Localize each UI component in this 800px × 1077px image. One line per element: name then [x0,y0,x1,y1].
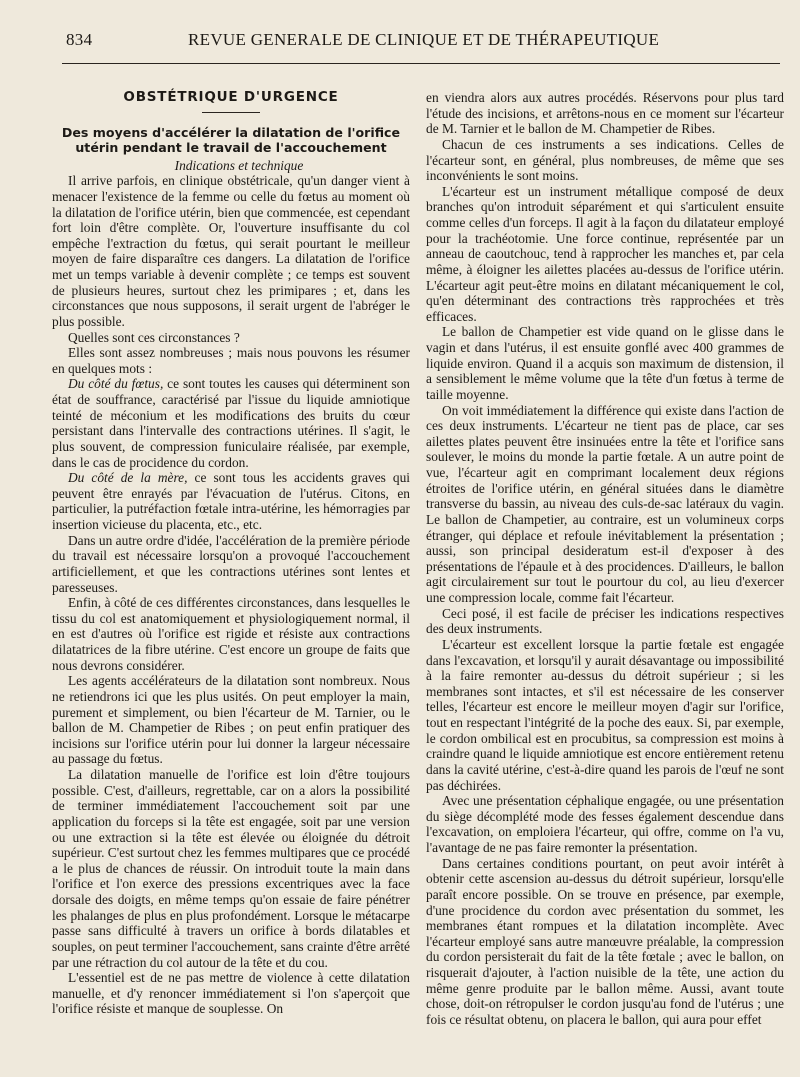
paragraph: Enfin, à côté de ces différentes circonstances, dans lesquelles le tissu du col est anatomiquement et physiologiquement normal, il en est d'autres où l'orifice est rigide et résiste aux contractions dilatatrices de la fibre utérine. C'est encore un groupe de faits que nous devrons considérer. [52,595,410,673]
paragraph: Chacun de ces instruments a ses indications. Celles de l'écarteur sont, en général, plus nombreuses, de même que ses inconvénients le sont moins. [426,136,784,184]
section-rule [202,112,260,113]
paragraph: La dilatation manuelle de l'orifice est loin d'être toujours possible. C'est, d'ailleurs, regrettable, car on a alors la possibilité de terminer immédiatement l'accouchement soit par une application du forceps si la tête est engagée, soit par une version ou une extraction si la tête est élevée ou éloignée du détroit supérieur. C'est surtout chez les femmes multipares que ce procédé a le plus de chances de réussir. On introduit toute la main dans l'orifice et l'on exerce des pressions excentriques avec la face dorsale des doigts, en même temps qu'on essaie de faire pénétrer les phalanges de plus en plus profondément. Lorsque le métacarpe passe sans difficulté à travers un orifice à bords dilatables et souples, on peut terminer l'accouchement, sans crainte d'être arrêté par une rétraction du col autour de la tête et du cou. [52,767,410,970]
header-rule [62,63,780,64]
paragraph-body: ce sont toutes les causes qui déterminent son état de souffrance, caractérisé par l'issue du liquide amniotique teinté de méconium et les modifications des bruits du cœur persistant dans l'intervalle des contractions utérines. Il s'agit, le plus souvent, de compression funiculaire réalisée, par exemple, dans le cas de procidence du cordon. [52,376,410,470]
paragraph: Elles sont assez nombreuses ; mais nous pouvons les résumer en quelques mots : [52,345,410,376]
section-title: OBSTÉTRIQUE D'URGENCE [123,89,339,105]
paragraph: Dans un autre ordre d'idée, l'accélération de la première période du travail est nécessaire lorsqu'on a provoqué l'accouchement artificiellement, et que les contractions utérines sont lentes et paresseuses. [52,532,410,595]
paragraph: Il arrive parfois, en clinique obstétricale, qu'un danger vient à menacer l'existence de la femme ou celle du fœtus au moment où la dilatation de l'orifice utérin, bien que commencée, est cependant fort loin d'être complète. Or, l'ouverture insuffisante du col empêche l'extraction du fœtus, qui serait pourtant le meilleur moyen de faire disparaître ces dangers. La dilatation de l'orifice met un temps variable à devenir complète ; ce temps est souvent de plusieurs heures, surtout chez les primipares ; et, dans les circonstances que nous supposons, il serait urgent de l'abréger le plus possible. [52,173,410,329]
page-header [62,30,780,56]
paragraph: L'écarteur est excellent lorsque la partie fœtale est engagée dans l'excavation, et lorsqu'il y aurait désavantage ou impossibilité à la faire remonter au-dessus du détroit supérieur ; si les membranes sont intactes, et s'il est nécessaire de les conserver telles, l'écarteur est encore le meilleur moyen d'agir sur l'orifice, tout en respectant l'intégrité de la poche des eaux. Si, par exemple, le cordon ombilical est en procubitus, sa compression est moins à craindre quand le liquide amniotique est encore entièrement retenu dans la cavité utérine, c'est-à-dire quand les parois de l'œuf ne sont pas déchirées. [426,636,784,793]
paragraph [52,376,410,470]
paragraph: On voit immédiatement la différence qui existe dans l'action de ces deux instruments. L'écarteur ne tient pas de place, car ses ailettes plates peuvent être insinuées entre la tête et l'orifice sans soulever, le moins du monde la partie fœtale. A un autre point de vue, l'écarteur agit en comprimant localement deux régions étroites de l'orifice utérin, en général situées dans le diamètre transverse du bassin, au niveau des culs-de-sac latéraux du vagin. Le ballon de Champetier, au contraire, est un volumineux corps étranger, qui déplace et refoule inévitablement la présentation ; aussi, son principal desideratum est-il d'exposer à des présentations de l'épaule et à des procidences. D'ailleurs, le ballon agit circulairement sur tout le pourtour du col, au lieu d'exercer une compression locale, comme fait l'écarteur. [426,402,784,605]
paragraph-body: ce sont tous les accidents graves qui peuvent être enrayés par l'évacuation de l'utérus. Citons, en particulier, la putréfaction fœtale intra-utérine, les hémorragies par insertion vicieuse du placenta, etc., etc. [52,470,410,532]
paragraph: Ceci posé, il est facile de préciser les indications respectives des deux instruments. [426,605,784,637]
running-title: REVUE GENERALE DE CLINIQUE ET DE THÉRAPEUTIQUE [188,30,660,49]
left-column [52,82,410,1059]
paragraph: L'essentiel est de ne pas mettre de violence à cette dilatation manuelle, et d'y renoncer immédiatement si l'on s'aperçoit que l'orifice résiste et manque de souplesse. On [52,970,410,1017]
paragraph: Dans certaines conditions pourtant, on peut avoir intérêt à obtenir cette ascension au-dessus du détroit supérieur, lorsqu'elle paraît encore possible. On se trouve en présence, par exemple, d'une procidence du cordon avec présentation du sommet, les membranes étant rompues et la dilatation incomplète. Avec l'écarteur employé sans autre manœuvre préalable, la compression du cordon persisterait du fait de la tête fœtale ; avec le ballon, on risquerait d'ajouter, à l'action nuisible de la tête, une action du même genre produite par le ballon même. Aussi, avant toute chose, doit-on rétropulser le cordon jusqu'au fond de l'utérus ; une fois ce résultat obtenu, on placera le ballon, qui aura pour effet [426,855,784,1027]
paragraph: en viendra alors aux autres procédés. Réservons pour plus tard l'étude des incisions, et arrêtons-nous en ce moment sur l'écarteur de M. Tarnier et le ballon de M. Champetier de Ribes. [426,90,784,137]
page-number: 834 [66,30,93,49]
paragraph: Le ballon de Champetier est vide quand on le glisse dans le vagin et dans l'utérus, il est ensuite gonflé avec 400 grammes de liquide environ. Quand il a acquis son maximum de distension, il a sensiblement le même volume que la tête d'un fœtus à terme de taille moyenne. [426,324,784,402]
paragraph: Avec une présentation céphalique engagée, ou une présentation du siège décomplété mode des fesses également descendue dans l'excavation, on emploiera l'écarteur, qui offre, comme on l'a vu, l'avantage de ne pas faire remonter la présentation. [426,793,784,855]
article-subtitle: Indications et technique [174,157,304,173]
paragraph: L'écarteur est un instrument métallique composé de deux branches qu'on introduit séparément et qui s'articulent ensuite comme celles d'un forceps. Il agit à la façon du dilatateur employé pour la trachéotomie. Une force continue, représentée par un anneau de caoutchouc, tend à rapprocher les manches et, par cela même, à éloigner les ailettes placées au-dessus de l'orifice utérin. L'écarteur agit peut-être moins en dilatant mécaniquement le col, qu'en déterminant des contractions très rapprochées et très efficaces. [426,183,784,324]
paragraph: Quelles sont ces circonstances ? [68,329,240,345]
paragraph [52,470,410,533]
article-title: Des moyens d'accélérer la dilatation de l'orifice utérin pendant le travail de l'accouchement [61,124,401,155]
paragraph-lead: Du côté de la mère, [68,470,188,486]
paragraph: Les agents accélérateurs de la dilatation sont nombreux. Nous ne retiendrons ici que les plus usités. On peut employer la main, purement et simplement, ou bien l'écarteur de M. Tarnier, ou le ballon de M. Champetier de Ribes ; on peut enfin pratiquer des incisions sur l'orifice utérin pour lui donner la largeur nécessaire au passage du fœtus. [52,673,410,767]
paragraph-lead: Du côté du fœtus, [68,376,164,392]
right-column [426,90,784,1059]
